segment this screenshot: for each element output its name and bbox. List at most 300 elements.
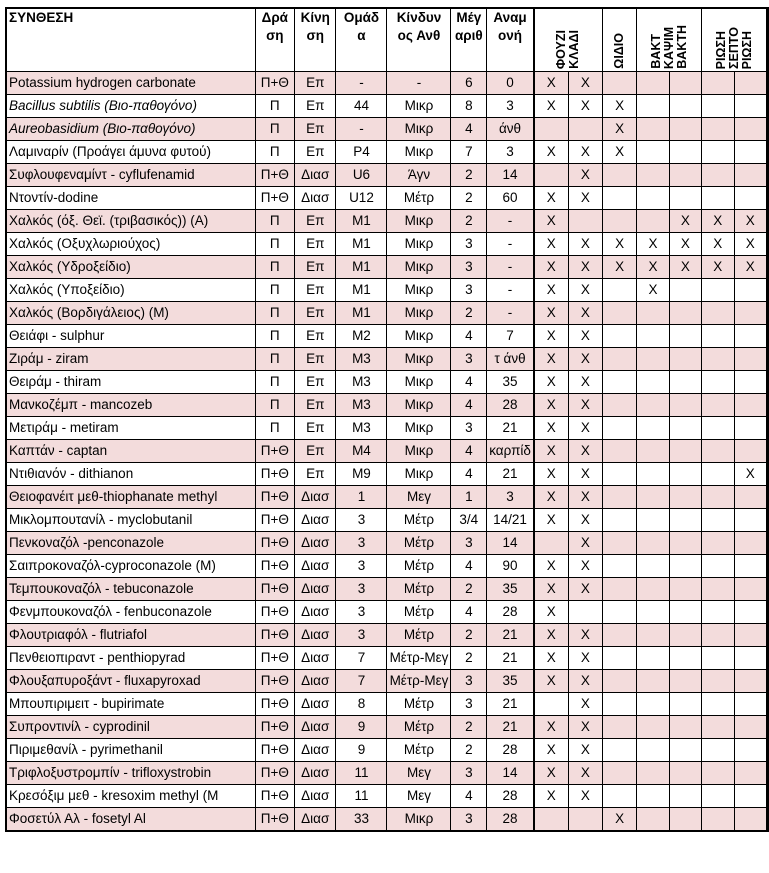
disease-mark-cell [637,141,669,164]
disease-mark-cell [602,486,636,509]
table-row [6,371,768,394]
action-cell: Π+Θ [255,624,294,647]
disease-mark-cell: X [534,440,568,463]
waiting-cell: 14 [487,164,534,187]
disease-mark-cell: X [568,164,602,187]
disease-mark-cell [669,72,701,95]
movement-cell: Διασ [295,555,336,578]
disease-mark-cell [669,739,701,762]
table-row [6,279,768,302]
disease-mark-cell [637,808,669,832]
action-cell: Π+Θ [255,440,294,463]
risk-cell: Μικρ [387,95,451,118]
movement-cell: Διασ [295,808,336,832]
risk-cell: Μικρ [387,463,451,486]
disease-mark-cell [734,624,767,647]
disease-mark-cell: X [534,716,568,739]
disease-mark-cell [637,325,669,348]
max-applications-cell: 4 [451,463,487,486]
disease-mark-cell: X [602,118,636,141]
movement-cell: Διασ [295,532,336,555]
disease-mark-cell [637,716,669,739]
disease-mark-cell [669,371,701,394]
action-cell: Π+Θ [255,72,294,95]
header-disease-lines [535,9,602,69]
group-cell: 9 [336,716,387,739]
compound-name-cell: Χαλκός (Υδροξείδιο) [6,256,255,279]
disease-mark-cell: X [534,509,568,532]
disease-mark-cell [637,693,669,716]
disease-mark-cell: X [568,233,602,256]
disease-mark-cell [637,739,669,762]
action-cell: Π+Θ [255,670,294,693]
risk-cell: Μεγ [387,486,451,509]
table-row [6,187,768,210]
disease-mark-cell [669,164,701,187]
disease-mark-cell: X [534,141,568,164]
compound-name-cell: Συπροντινίλ - cyprodinil [6,716,255,739]
compound-name-cell: Χαλκός (Βορδιγάλειος) (Μ) [6,302,255,325]
movement-cell: Διασ [295,486,336,509]
group-cell: 3 [336,532,387,555]
disease-mark-cell [602,187,636,210]
disease-mark-cell [602,601,636,624]
disease-mark-cell: X [568,693,602,716]
disease-mark-cell [602,670,636,693]
disease-mark-cell [734,440,767,463]
waiting-cell: - [487,256,534,279]
disease-mark-cell [602,463,636,486]
action-cell: Π [255,95,294,118]
disease-mark-cell: X [568,532,602,555]
group-cell: M3 [336,417,387,440]
disease-mark-cell [568,808,602,832]
disease-mark-cell [637,624,669,647]
max-applications-cell: 3 [451,233,487,256]
disease-mark-cell [702,808,734,832]
compound-name-cell: Θειάφι - sulphur [6,325,255,348]
disease-mark-cell [702,394,734,417]
movement-cell: Επ [295,118,336,141]
table-row [6,693,768,716]
table-row [6,417,768,440]
disease-mark-cell: X [734,463,767,486]
disease-mark-cell: X [568,509,602,532]
disease-mark-cell [702,601,734,624]
movement-cell: Επ [295,348,336,371]
disease-mark-cell [568,118,602,141]
disease-mark-cell [669,348,701,371]
disease-mark-cell [602,72,636,95]
action-cell: Π+Θ [255,762,294,785]
max-applications-cell: 2 [451,302,487,325]
disease-mark-cell [669,532,701,555]
movement-cell: Διασ [295,578,336,601]
disease-header-label [767,33,768,69]
disease-mark-cell: X [568,440,602,463]
action-cell: Π+Θ [255,647,294,670]
disease-mark-cell [702,279,734,302]
disease-mark-cell [669,141,701,164]
waiting-cell: - [487,302,534,325]
group-cell: 3 [336,601,387,624]
risk-cell: Μέτρ [387,578,451,601]
waiting-cell: - [487,279,534,302]
compound-name-cell: Πενκοναζόλ -penconazole [6,532,255,555]
waiting-cell: 28 [487,601,534,624]
disease-header-label: ΦΟΥΖΙ [554,29,569,69]
disease-header-label [767,38,768,69]
action-cell: Π+Θ [255,463,294,486]
disease-mark-cell: X [568,463,602,486]
disease-header-label: ΒΑΚΤΗ [674,25,689,69]
risk-cell: Μικρ [387,279,451,302]
table-row [6,555,768,578]
group-cell: 3 [336,555,387,578]
disease-mark-cell [602,762,636,785]
group-cell: M1 [336,233,387,256]
disease-mark-cell [602,555,636,578]
group-cell: M1 [336,256,387,279]
max-applications-cell: 2 [451,164,487,187]
disease-mark-cell [734,647,767,670]
disease-mark-cell [534,808,568,832]
risk-cell: Μέτρ-Μεγ [387,670,451,693]
movement-cell: Επ [295,279,336,302]
table-row [6,302,768,325]
action-cell: Π [255,348,294,371]
risk-cell: Μικρ [387,325,451,348]
group-cell: - [336,118,387,141]
disease-mark-cell [602,739,636,762]
risk-cell: Μικρ [387,118,451,141]
action-cell: Π+Θ [255,555,294,578]
table-row [6,486,768,509]
action-cell: Π+Θ [255,739,294,762]
disease-mark-cell [702,670,734,693]
disease-mark-cell: X [568,256,602,279]
disease-mark-cell: X [568,647,602,670]
disease-mark-cell [637,371,669,394]
compound-name-cell: Μπουπιριμειτ - bupirimate [6,693,255,716]
max-applications-cell: 3 [451,417,487,440]
movement-cell: Επ [295,256,336,279]
disease-mark-cell [602,325,636,348]
disease-mark-cell [702,509,734,532]
disease-mark-cell [669,187,701,210]
disease-mark-cell [637,578,669,601]
table-row [6,601,768,624]
compound-name-cell: Πιριμεθανίλ - pyrimethanil [6,739,255,762]
group-cell: M2 [336,325,387,348]
max-applications-cell: 4 [451,394,487,417]
table-row [6,141,768,164]
compound-name-cell: Μικλομπουτανίλ - myclobutanil [6,509,255,532]
disease-mark-cell [669,325,701,348]
table-row [6,72,768,95]
disease-mark-cell: X [568,394,602,417]
header-synthesis: ΣΥΝΘΕΣΗ [6,8,255,72]
risk-cell: Μέτρ [387,187,451,210]
header-disease-bacterial [637,8,702,72]
disease-mark-cell [637,647,669,670]
disease-mark-cell [702,348,734,371]
compound-name-cell: Θειράμ - thiram [6,371,255,394]
disease-mark-cell [702,578,734,601]
movement-cell: Επ [295,371,336,394]
waiting-cell: 35 [487,670,534,693]
risk-cell: Μέτρ [387,555,451,578]
risk-cell: Μικρ [387,348,451,371]
movement-cell: Επ [295,325,336,348]
disease-mark-cell [702,716,734,739]
disease-mark-cell [534,532,568,555]
disease-mark-cell [534,118,568,141]
fungicide-table [5,7,769,832]
disease-mark-cell: X [568,348,602,371]
compound-name-cell: Κρεσόξιμ μεθ - kresoxim methyl (Μ [6,785,255,808]
action-cell: Π [255,302,294,325]
risk-cell: Μέτρ [387,532,451,555]
disease-mark-cell [669,394,701,417]
disease-mark-cell [734,118,767,141]
group-cell: M1 [336,302,387,325]
disease-mark-cell [637,463,669,486]
disease-mark-cell [602,578,636,601]
disease-mark-cell [734,141,767,164]
disease-mark-cell: X [602,141,636,164]
compound-name-cell: Χαλκός (Υποξείδιο) [6,279,255,302]
action-cell: Π+Θ [255,808,294,832]
disease-mark-cell: X [534,233,568,256]
risk-cell: Μικρ [387,371,451,394]
max-applications-cell: 4 [451,371,487,394]
disease-mark-cell [534,164,568,187]
action-cell: Π+Θ [255,532,294,555]
disease-mark-cell: X [534,647,568,670]
movement-cell: Επ [295,233,336,256]
table-row [6,164,768,187]
disease-mark-cell [602,394,636,417]
disease-mark-cell [734,187,767,210]
movement-cell: Διασ [295,601,336,624]
risk-cell: Μέτρ [387,716,451,739]
waiting-cell: 28 [487,394,534,417]
disease-mark-cell [702,325,734,348]
waiting-cell: 28 [487,739,534,762]
movement-cell: Επ [295,440,336,463]
group-cell: 1 [336,486,387,509]
movement-cell: Επ [295,302,336,325]
max-applications-cell: 3 [451,693,487,716]
group-cell: 9 [336,739,387,762]
action-cell: Π+Θ [255,187,294,210]
disease-mark-cell [534,693,568,716]
disease-mark-cell [669,486,701,509]
compound-name-cell: Bacillus subtilis (Βιο-παθογόνο) [6,95,255,118]
compound-name-cell: Τριφλοξυστρομπίν - trifloxystrobin [6,762,255,785]
movement-cell: Επ [295,72,336,95]
header-action: Δρά ση [255,8,294,72]
group-cell: 7 [336,647,387,670]
waiting-cell: - [487,210,534,233]
waiting-cell: 21 [487,417,534,440]
table-row [6,762,768,785]
action-cell: Π [255,256,294,279]
waiting-cell: 3 [487,486,534,509]
compound-name-cell: Φοσετύλ Αλ - fosetyl Al [6,808,255,832]
disease-mark-cell [734,302,767,325]
compound-name-cell: Ντιθιανόν - dithianon [6,463,255,486]
disease-mark-cell [637,187,669,210]
risk-cell: Μικρ [387,394,451,417]
max-applications-cell: 1 [451,486,487,509]
disease-mark-cell [602,210,636,233]
max-applications-cell: 4 [451,555,487,578]
disease-mark-cell [637,417,669,440]
waiting-cell: 28 [487,785,534,808]
disease-mark-cell: X [534,762,568,785]
risk-cell: Μέτρ [387,624,451,647]
action-cell: Π+Θ [255,716,294,739]
max-applications-cell: 3 [451,348,487,371]
disease-header-label: ΡΙΩΣΗ [739,30,754,69]
disease-mark-cell [669,509,701,532]
max-applications-cell: 3 [451,670,487,693]
max-applications-cell: 3 [451,808,487,832]
table-row [6,532,768,555]
disease-mark-cell [637,509,669,532]
disease-mark-cell [734,279,767,302]
risk-cell: Άγν [387,164,451,187]
disease-mark-cell: X [637,256,669,279]
header-movement: Κίνη ση [295,8,336,72]
action-cell: Π+Θ [255,693,294,716]
disease-mark-cell: X [534,624,568,647]
header-disease-lines [637,9,701,69]
group-cell: 3 [336,578,387,601]
table-row [6,624,768,647]
disease-mark-cell [602,509,636,532]
header-max-applications: Μέγ αριθ [451,8,487,72]
compound-name-cell: Λαμιναρίν (Προάγει άμυνα φυτού) [6,141,255,164]
compound-name-cell: Ντοντίν-dodine [6,187,255,210]
disease-mark-cell [637,302,669,325]
action-cell: Π+Θ [255,578,294,601]
disease-mark-cell [669,785,701,808]
disease-mark-cell: X [568,670,602,693]
movement-cell: Διασ [295,670,336,693]
disease-mark-cell [734,555,767,578]
max-applications-cell: 2 [451,210,487,233]
movement-cell: Διασ [295,739,336,762]
compound-name-cell: Καπτάν - captan [6,440,255,463]
group-cell: 3 [336,624,387,647]
disease-mark-cell [702,785,734,808]
compound-name-cell: Φλουξαπυροξάντ - fluxapyroxad [6,670,255,693]
disease-mark-cell [602,417,636,440]
disease-header-label: ΚΛΑΔΙ [567,30,582,69]
disease-mark-cell [637,72,669,95]
risk-cell: Μέτρ [387,693,451,716]
disease-mark-cell: X [534,555,568,578]
disease-mark-cell [637,95,669,118]
disease-mark-cell [734,532,767,555]
compound-name-cell: Συφλουφεναμίντ - cyflufenamid [6,164,255,187]
disease-mark-cell [734,601,767,624]
disease-mark-cell [669,279,701,302]
compound-name-cell: Πενθειοπιραντ - penthiopyrad [6,647,255,670]
disease-mark-cell [702,417,734,440]
disease-mark-cell [702,118,734,141]
movement-cell: Διασ [295,647,336,670]
table-row [6,509,768,532]
disease-mark-cell [602,785,636,808]
disease-mark-cell [702,693,734,716]
movement-cell: Επ [295,417,336,440]
disease-mark-cell [734,394,767,417]
group-cell: 33 [336,808,387,832]
disease-mark-cell: X [734,210,767,233]
waiting-cell: 90 [487,555,534,578]
disease-mark-cell: X [568,279,602,302]
max-applications-cell: 4 [451,785,487,808]
table-row [6,394,768,417]
disease-mark-cell: X [534,578,568,601]
max-applications-cell: 8 [451,95,487,118]
disease-mark-cell: X [534,72,568,95]
disease-mark-cell: X [702,256,734,279]
movement-cell: Διασ [295,164,336,187]
disease-mark-cell [734,95,767,118]
disease-mark-cell [637,601,669,624]
action-cell: Π [255,141,294,164]
disease-mark-cell [669,670,701,693]
table-row [6,578,768,601]
disease-mark-cell: X [534,785,568,808]
risk-cell: Μέτρ-Μεγ [387,647,451,670]
disease-mark-cell: X [534,371,568,394]
waiting-cell: 21 [487,716,534,739]
disease-mark-cell: X [568,578,602,601]
compound-name-cell: Μετιράμ - metiram [6,417,255,440]
risk-cell: Μικρ [387,808,451,832]
disease-mark-cell [669,95,701,118]
max-applications-cell: 3 [451,532,487,555]
disease-mark-cell [702,739,734,762]
disease-mark-cell [637,348,669,371]
disease-mark-cell [669,808,701,832]
table-body [6,72,768,832]
compound-name-cell: Φλουτριαφόλ - flutriafol [6,624,255,647]
disease-mark-cell: X [534,670,568,693]
risk-cell: Μέτρ [387,739,451,762]
action-cell: Π+Θ [255,164,294,187]
movement-cell: Διασ [295,716,336,739]
disease-mark-cell [702,624,734,647]
table-row [6,440,768,463]
disease-mark-cell [602,279,636,302]
disease-mark-cell: X [534,601,568,624]
group-cell: U6 [336,164,387,187]
group-cell: 44 [336,95,387,118]
risk-cell: Μικρ [387,256,451,279]
disease-mark-cell [602,532,636,555]
table-row [6,739,768,762]
movement-cell: Επ [295,141,336,164]
disease-mark-cell: X [534,325,568,348]
max-applications-cell: 7 [451,141,487,164]
